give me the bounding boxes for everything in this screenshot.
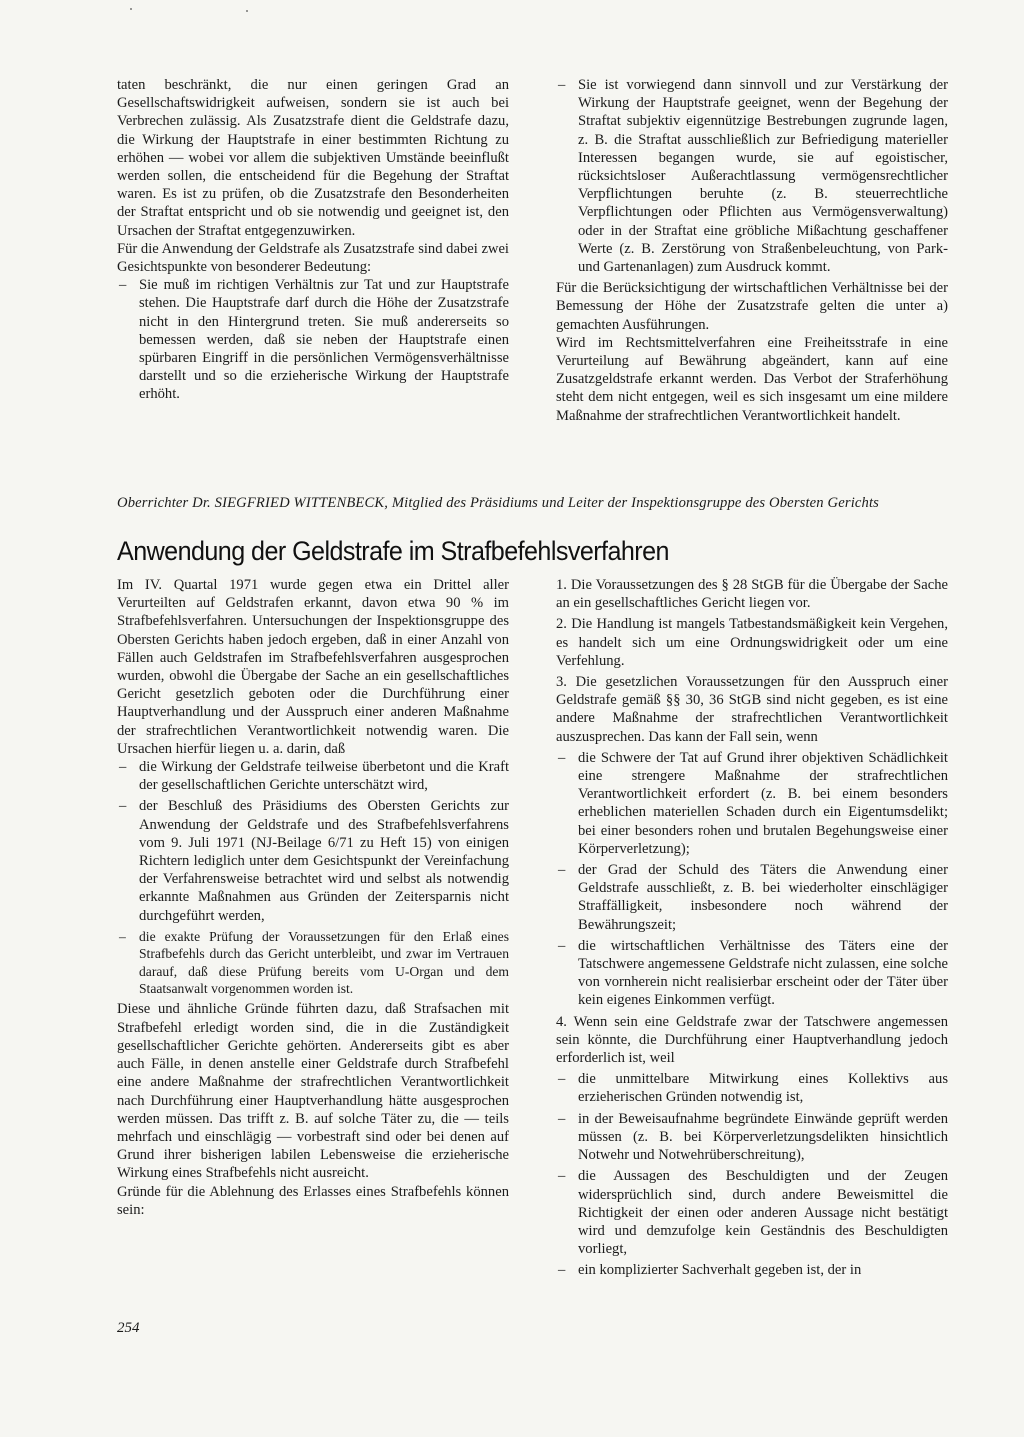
- paragraph: Diese und ähnliche Gründe führten dazu, daß Strafsachen mit Strafbefehl erledigt worden sind, die in die Zuständigkeit gesellschaftlicher Gerichte gehörten. Andererseits gibt es aber auch Fälle, in denen anstelle einer Geldstrafe durch Strafbefehl eine andere Maßnahme der strafrechtlichen Verantwortlichkeit nach Durchführung einer Hauptverhandlung hätte ausgesprochen werden müssen. Das trifft z. B. auf solche Täter zu, die — teils mehrfach und einschlägig — vorbestraft sind oder bei denen auf Grund ihrer bisherigen labilen Lebensweise die erzieherische Wirkung eines Strafbefehls nicht ausreicht.: [117, 1001, 509, 1182]
- author-line: Oberrichter Dr. SIEGFRIED WITTENBECK, Mitglied des Präsidiums und Leiter der Inspektionsgruppe des Obersten Gerichts: [117, 495, 880, 511]
- dash-list-item: – Sie muß im richtigen Verhältnis zur Tat und zur Hauptstrafe stehen. Die Hauptstrafe darf durch die Höhe der Zusatzstrafe nicht in den Hintergrund treten. Sie muß andererseits so bemessen werden, daß sie neben der Hauptstrafe einen spürbaren Eingriff in die persönlichen Vermögensverhältnisse darstellt und so die erzieherische Wirkung der Hauptstrafe erhöht.: [117, 276, 509, 403]
- bottom-right-column: [556, 576, 948, 1283]
- dash-list-item: – ein komplizierter Sachverhalt gegeben ist, der in: [556, 1261, 948, 1279]
- article-title: Anwendung der Geldstrafe im Strafbefehlsverfahren: [117, 536, 669, 566]
- paragraph: Im IV. Quartal 1971 wurde gegen etwa ein Drittel aller Verurteilten auf Geldstrafen erkannt, davon etwa 90 % im Strafbefehlsverfahren. Untersuchungen der Inspektionsgruppe des Obersten Gerichts haben jedoch ergeben, daß in einer Anzahl von Fällen auch Geldstrafen im Strafbefehlsverfahren ausgesprochen wurden, obwohl die Übergabe der Sache an ein gesellschaftliches Gericht gesetzlich geboten oder die Durchführung einer Hauptverhandlung und der Ausspruch einer anderen Maßnahme der strafrechtlichen Verantwortlichkeit notwendig waren. Die Ursachen hierfür liegen u. a. darin, daß: [117, 577, 509, 757]
- numbered-item: 3. Die gesetzlichen Voraussetzungen für den Ausspruch einer Geldstrafe gemäß §§ 30, 36 StGB sind nicht gegeben, es ist eine andere Maßnahme der strafrechtlichen Verantwortlichkeit auszusprechen. Das kann der Fall sein, wenn: [556, 674, 948, 745]
- dash-list-item: – die unmittelbare Mitwirkung eines Kollektivs aus erzieherischen Gründen notwendig ist,: [556, 1070, 948, 1106]
- paragraph: taten beschränkt, die nur einen geringen Grad an Gesellschaftswidrigkeit aufweisen, sondern sie ist auch bei Verbrechen zulässig. Als Zusatzstrafe dient die Geldstrafe dazu, die Wirkung der Hauptstrafe in einer bestimmten Richtung zu erhöhen — wobei vor allem die subjektiven Umstände beeinflußt werden sollen, die entscheidend für die Begehung der Straftat waren. Es ist zu prüfen, ob die Zusatzstrafe den Besonderheiten der Straftat entspricht und ob sie notwendig und geeignet ist, den Ursachen der Straftat entgegenzuwirken.: [117, 77, 509, 239]
- numbered-item: 2. Die Handlung ist mangels Tatbestandsmäßigkeit kein Vergehen, es handelt sich um eine Ordnungswidrigkeit oder um eine Verfehlung.: [556, 616, 948, 669]
- paragraph: Für die Anwendung der Geldstrafe als Zusatzstrafe sind dabei zwei Gesichtspunkte von besonderer Bedeutung:: [117, 240, 509, 276]
- dash-list-item: – in der Beweisaufnahme begründete Einwände geprüft werden müssen (z. B. bei Körperverletzungsdelikten hinsichtlich Notwehr und Notwehrüberschreitung),: [556, 1110, 948, 1165]
- top-left-column: [117, 76, 509, 407]
- top-right-column: [556, 76, 948, 425]
- dash-list-item: – die Schwere der Tat auf Grund ihrer objektiven Schädlichkeit eine strengere Maßnahme der strafrechtlichen Verantwortlichkeit erfordert (z. B. bei einem besonders erheblichen materiellen Schaden durch ein Eigentumsdelikt; bei einer besonders rohen und brutalen Begehungsweise einer Körperverletzung);: [556, 749, 948, 858]
- dash-list-item: – Sie ist vorwiegend dann sinnvoll und zur Verstärkung der Wirkung der Hauptstrafe geeignet, wenn der Begehung der Straftat subjektiv eigennützige Bestrebungen zugrunde lagen, z. B. die Straftat ausschließlich zur Befriedigung materieller Interessen begangen wurde, sie auf egoistischer, rücksichtsloser Außerachtlassung vermögensrechtlicher Verpflichtungen beruhte (z. B. steuerrechtliche Verpflichtungen oder Pflichten aus Vermögensverwaltung) oder in der Straftat eine gröbliche Mißachtung geschaffener Werte (z. B. Zerstörung von Straßenbeleuchtung, von Park- und Gartenanlagen) zum Ausdruck kommt.: [556, 76, 948, 276]
- numbered-item: 4. Wenn sein eine Geldstrafe zwar der Tatschwere angemessen sein könnte, die Durchführung einer Hauptverhandlung jedoch erforderlich ist, weil: [556, 1013, 948, 1067]
- numbered-item: 1. Die Voraussetzungen des § 28 StGB für die Übergabe der Sache an ein gesellschaftliches Gericht liegen vor.: [556, 577, 948, 612]
- dash-list-item: – der Grad der Schuld des Täters die Anwendung einer Geldstrafe ausschließt, z. B. bei wiederholter einschlägiger Straffälligkeit, insbesondere noch während der Bewährungszeit;: [556, 861, 948, 934]
- bottom-left-column: [117, 576, 509, 1219]
- dash-list-item: – der Beschluß des Präsidiums des Obersten Gerichts zur Anwendung der Geldstrafe und des Strafbefehlsverfahrens vom 9. Juli 1971 (NJ-Beilage 6/71 zu Heft 15) von einigen Richtern lediglich unter dem Gesichtspunkt der Vereinfachung der Verfahrensweise betrachtet wird und selbst als notwendig erkannte Maßnahmen aus Gründen der Zeitersparnis nicht durchgeführt werden,: [117, 797, 509, 924]
- page-number: 254: [117, 1320, 140, 1336]
- paragraph: Für die Berücksichtigung der wirtschaftlichen Verhältnisse bei der Bemessung der Höhe der Zusatzstrafe gelten die unter a) gemachten Ausführungen.: [556, 280, 948, 333]
- dash-list-item: – die wirtschaftlichen Verhältnisse des Täters eine der Tatschwere angemessene Geldstrafe nicht zulassen, eine solche von vornherein nicht realisierbar erscheint oder der Täter über kein eigenes Einkommen verfügt.: [556, 937, 948, 1010]
- paragraph: Gründe für die Ablehnung des Erlasses eines Strafbefehls können sein:: [117, 1183, 509, 1218]
- dash-list-item: – die Aussagen des Beschuldigten und der Zeugen widersprüchlich sind, durch andere Beweismittel die Richtigkeit der einen oder anderen Aussage nicht bestätigt wird und demzufolge kein Geständnis des Beschuldigten vorliegt,: [556, 1167, 948, 1258]
- paragraph: Wird im Rechtsmittelverfahren eine Freiheitsstrafe in eine Verurteilung auf Bewährung abgeändert, kann auf eine Zusatzgeldstrafe erkannt werden. Das Verbot der Straferhöhung steht dem nicht entgegen, weil es sich insgesamt um eine mildere Maßnahme der strafrechtlichen Verantwortlichkeit handelt.: [556, 334, 948, 424]
- dash-list-item: – die Wirkung der Geldstrafe teilweise überbetont und die Kraft der gesellschaftlichen Gerichte unterschätzt wird,: [117, 758, 509, 794]
- dash-list-item: – die exakte Prüfung der Voraussetzungen für den Erlaß eines Strafbefehls durch das Gericht unterbleibt, und zwar im Vertrauen darauf, daß diese Prüfung bereits vom U-Organ und dem Staatsanwalt vorgenommen worden ist.: [117, 928, 509, 998]
